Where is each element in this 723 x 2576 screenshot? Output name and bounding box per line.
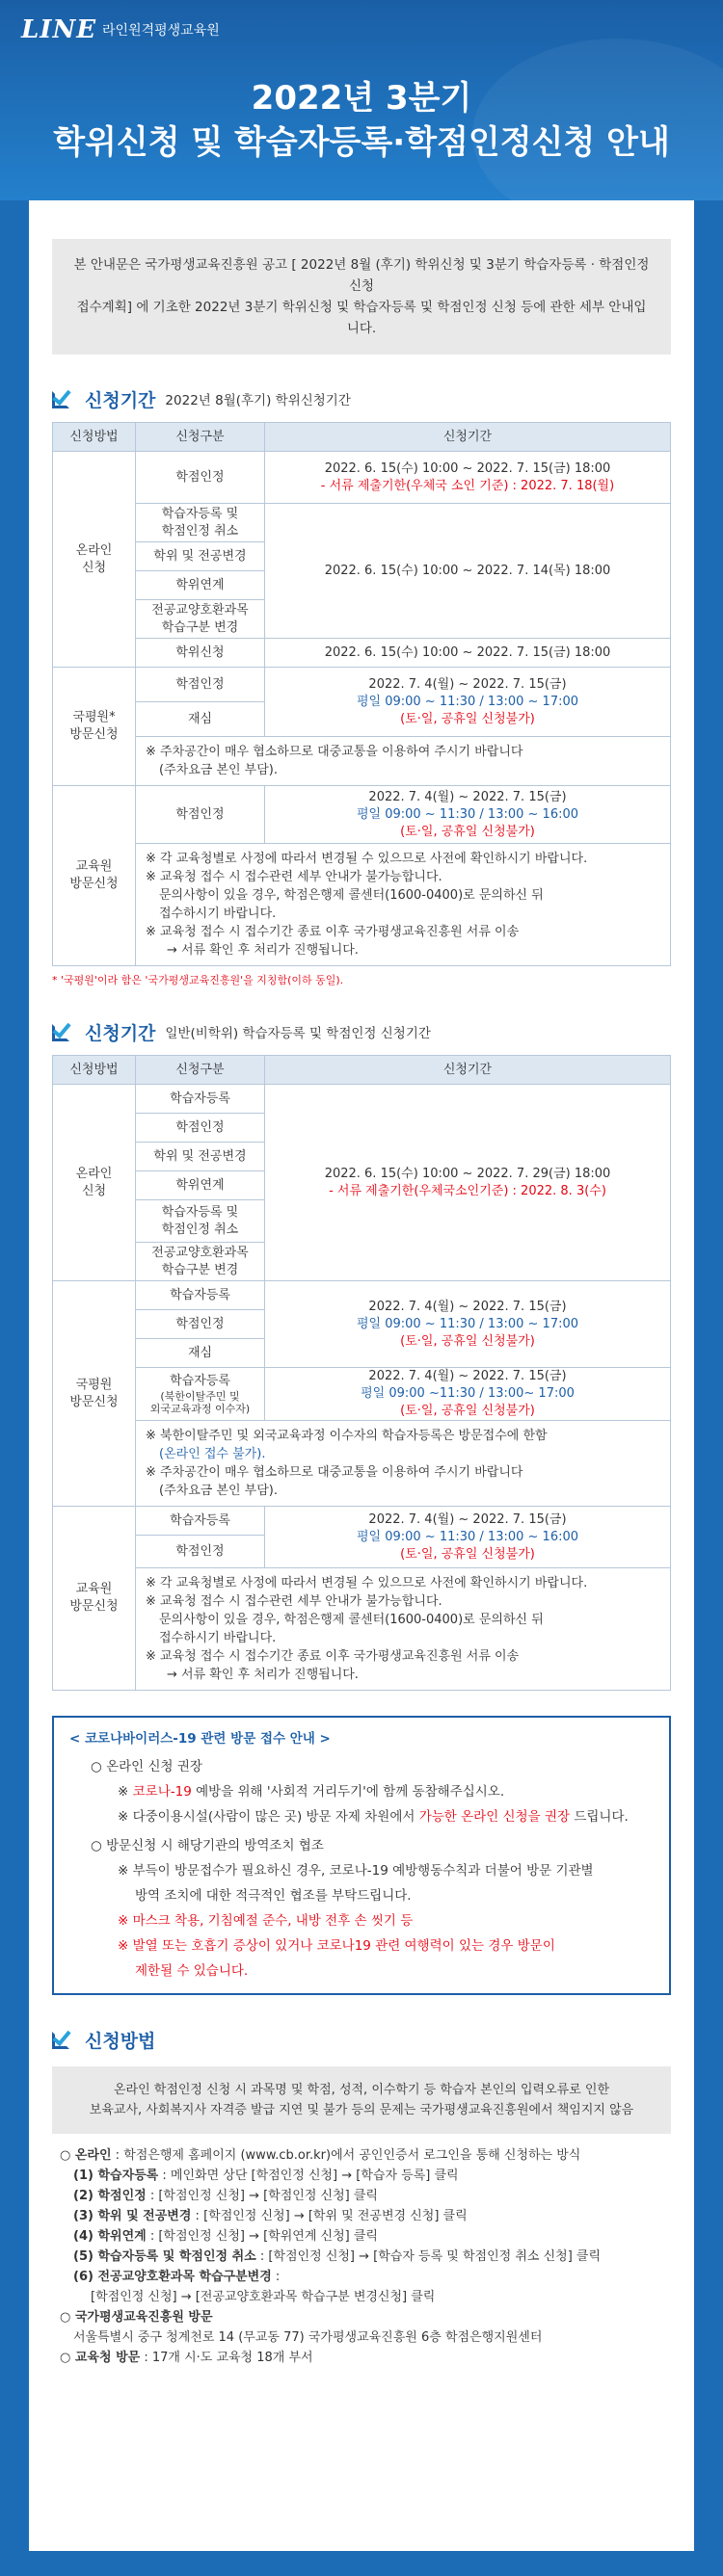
method-text: : (271, 2270, 281, 2284)
nile-closed: (토·일, 공휴일 신청불가) (400, 1333, 535, 1349)
deadline-note: - 서류 제출기한(우체국 소인 기준) : 2022. 7. 18(월) (320, 478, 615, 493)
method-text: : [학점인정 신청] → [학점인정 신청] 클릭 (146, 2189, 378, 2203)
logo[interactable] (21, 15, 220, 44)
section2-heading (52, 1016, 671, 1047)
corona-line: ※ 마스크 착용, 기침예절 준수, 내방 전후 손 씻기 등 (118, 1913, 414, 1929)
edu-period-text: 2022. 7. 4(월) ~ 2022. 7. 15(금) (368, 1511, 567, 1527)
online-item: 학점인정 (136, 1114, 265, 1143)
corona-line (69, 1804, 654, 1829)
col-header-type: 신청구분 (136, 1056, 265, 1085)
nile-note (136, 1421, 671, 1507)
nile-label: 국평원 방문신청 (53, 1281, 136, 1507)
type-credit: 학점인정 (136, 452, 265, 504)
method-label: ○ 교육청 방문 (60, 2351, 141, 2365)
check-icon (52, 387, 79, 410)
corona-title: < 코로나바이러스-19 관련 방문 접수 안내 > (69, 1731, 331, 1747)
edu-closed: (토·일, 공휴일 신청불가) (400, 1546, 535, 1562)
edu-item: 학점인정 (136, 1536, 265, 1568)
method-text: : 17개 시·도 교육청 18개 부서 (140, 2351, 313, 2365)
type-degree-major: 학위 및 전공변경 (136, 542, 265, 571)
edu-hours: 평일 09:00 ~ 11:30 / 13:00 ~ 16:00 (356, 1529, 579, 1544)
warning-line: 온라인 학점인정 신청 시 과목명 및 학점, 성적, 이수학기 등 학습자 본인의 입력오류로 인한 (113, 2083, 610, 2097)
period-credit (265, 452, 671, 504)
method-label: ○ 온라인 (60, 2148, 112, 2163)
corona-text: 드립니다. (570, 1809, 629, 1825)
method-nile (52, 2307, 671, 2327)
edu-closed: (토·일, 공휴일 신청불가) (400, 824, 535, 839)
nile-period-text: 2022. 7. 4(월) ~ 2022. 7. 15(금) (368, 676, 567, 692)
edu-note-line: ※ 교육청 접수 시 접수기간 종료 이후 국가평생교육진흥원 서류 이송 (146, 925, 520, 939)
section1-heading (52, 383, 671, 414)
check-icon (52, 2028, 79, 2051)
intro-line1: 본 안내문은 국가평생교육진흥원 공고 [ 2022년 8월 (후기) 학위신청 및 3분기 학습자등록 · 학점인정신청 (73, 257, 650, 294)
corona-line: ※ 발열 또는 호흡기 증상이 있거나 코로나19 관련 여행력이 있는 경우 방문이 (118, 1938, 555, 1954)
edu-period-text: 2022. 7. 4(월) ~ 2022. 7. 15(금) (368, 789, 567, 804)
nile-reg2-label: 학습자등록 (170, 1374, 230, 1388)
nile-reg2-sub: (북한이탈주민 및 외국교육과정 이수자) (149, 1390, 251, 1415)
nile-note-line: ※ 주차공간이 매우 협소하므로 대중교통을 이용하여 주시기 바랍니다 (146, 745, 523, 759)
nile-period (265, 668, 671, 737)
warning-box (52, 2066, 671, 2134)
online-period (265, 1085, 671, 1281)
type-reg-cancel: 학습자등록 및 학점인정 취소 (136, 504, 265, 542)
edu-period (265, 1507, 671, 1568)
corona-notice (52, 1716, 671, 1995)
col-header-method: 신청방법 (53, 423, 136, 452)
edu-note-line: ※ 각 교육청별로 사정에 따라서 변경될 수 있으므로 사전에 확인하시기 바랍니다. (146, 1576, 588, 1590)
online-period-text: 2022. 6. 15(수) 10:00 ~ 2022. 7. 29(금) 18:00 (324, 1166, 611, 1181)
page-title-line2: 학위신청 및 학습자등록·학점인정신청 안내 (53, 123, 670, 162)
method-online (52, 2145, 671, 2166)
corona-line: 제한될 수 있습니다. (135, 1963, 249, 1979)
general-period-table (52, 1055, 671, 1691)
edu-hours: 평일 09:00 ~ 11:30 / 13:00 ~ 16:00 (356, 806, 579, 822)
method-text: : [학점인정 신청] → [학위연계 신청] 클릭 (146, 2229, 378, 2244)
col-header-type: 신청구분 (136, 423, 265, 452)
nile-item: 재심 (136, 1339, 265, 1368)
intro-line2: 접수계획] 에 기초한 2022년 3분기 학위신청 및 학습자등록 및 학점인정 신청 등에 관한 세부 안내입니다. (76, 300, 647, 336)
corona-line: ○ 온라인 신청 권장 (91, 1759, 202, 1774)
corona-text: 가능한 온라인 신청을 권장 (418, 1809, 571, 1825)
nile-note-line: ※ 북한이탈주민 및 외국교육과정 이수자의 학습자등록은 방문접수에 한함 (146, 1429, 548, 1443)
nile-type-exam: 재심 (136, 702, 265, 737)
edu-label: 교육원 방문신청 (53, 1507, 136, 1691)
corona-line: ○ 방문신청 시 해당기관의 방역조치 협조 (91, 1838, 324, 1853)
method-item (52, 2206, 671, 2226)
method-label: (2) 학점인정 (73, 2189, 147, 2203)
online-label: 온라인 신청 (53, 452, 136, 668)
section3-heading (52, 2024, 671, 2055)
nile-period2-text: 2022. 7. 4(월) ~ 2022. 7. 15(금) (368, 1369, 567, 1383)
edu-note-line: → 서류 확인 후 처리가 진행됩니다. (167, 943, 359, 958)
period-mid: 2022. 6. 15(수) 10:00 ~ 2022. 7. 14(목) 18:00 (265, 504, 671, 639)
nile-period-text: 2022. 7. 4(월) ~ 2022. 7. 15(금) (368, 1299, 567, 1314)
nile-note-line: (주차요금 본인 부담). (159, 763, 279, 777)
method-text: : 학점은행제 홈페이지 (www.cb.or.kr)에서 공인인증서 로그인을 통해 신청하는 방식 (111, 2148, 581, 2163)
method-item (52, 2226, 671, 2247)
online-deadline: - 서류 제출기한(우체국소인기준) : 2022. 8. 3(수) (329, 1183, 606, 1198)
nile-period2 (265, 1368, 671, 1421)
section2-title: 신청기간 (85, 1022, 156, 1044)
corona-text: ※ 다중이용시설(사람이 많은 곳) 방문 자제 차원에서 (118, 1809, 419, 1825)
edu-note-line: 접수하시기 바랍니다. (159, 1631, 277, 1645)
warning-line: 보육교사, 사회복지사 자격증 발급 지연 및 불가 등의 문제는 국가평생교육진흥원에서 책임지지 않음 (89, 2103, 634, 2117)
type-degree-link: 학위연계 (136, 571, 265, 600)
online-item: 학위연계 (136, 1171, 265, 1200)
period-degree-apply: 2022. 6. 15(수) 10:00 ~ 2022. 7. 15(금) 18:00 (265, 639, 671, 668)
corona-line: 방역 조치에 대한 적극적인 협조를 부탁드립니다. (135, 1888, 412, 1904)
col-header-period: 신청기간 (265, 423, 671, 452)
type-degree-apply: 학위신청 (136, 639, 265, 668)
method-nile-address: 서울특별시 중구 청계천로 14 (무교동 77) 국가평생교육진흥원 6층 학점은행지원센터 (73, 2330, 543, 2345)
method-item (52, 2247, 671, 2267)
type-major-change: 전공교양호환과목 학습구분 변경 (136, 600, 265, 639)
content-panel (29, 200, 694, 2551)
corona-text: 코로나-19 (132, 1784, 192, 1800)
period-text: 2022. 6. 15(수) 10:00 ~ 2022. 7. 15(금) 18:00 (324, 460, 611, 476)
method-text: : [학점인정 신청] → [학습자 등록 및 학점인정 취소 신청] 클릭 (255, 2249, 602, 2264)
method-item (52, 2267, 671, 2287)
method-edu (52, 2348, 671, 2368)
edu-label: 교육원 방문신청 (53, 786, 136, 966)
method-list (52, 2145, 671, 2368)
edu-note-line: → 서류 확인 후 처리가 진행됩니다. (167, 1668, 359, 1682)
nile-closed: (토·일, 공휴일 신청불가) (400, 711, 535, 726)
edu-note-line: 문의사항이 있을 경우, 학점은행제 콜센터(1600-0400)로 문의하신 뒤 (159, 1613, 544, 1627)
col-header-method: 신청방법 (53, 1056, 136, 1085)
nile-period (265, 1281, 671, 1368)
nile-note-line: (주차요금 본인 부담). (159, 1484, 279, 1498)
online-label: 온라인 신청 (53, 1085, 136, 1281)
nile-type-credit: 학점인정 (136, 668, 265, 702)
intro-box (52, 239, 671, 355)
edu-note-line: ※ 각 교육청별로 사정에 따라서 변경될 수 있으므로 사전에 확인하시기 바랍니다. (146, 852, 588, 866)
method-label: (1) 학습자등록 (73, 2169, 159, 2183)
method-text: : [학점인정 신청] → [학위 및 전공변경 신청] 클릭 (191, 2209, 468, 2223)
page-title-line1: 2022년 3분기 (251, 79, 472, 118)
method-label: (6) 전공교양호환과목 학습구분변경 (73, 2270, 272, 2284)
footnote: * '국평원'이라 함은 '국가평생교육진흥원'을 지칭함(이하 동일). (52, 974, 344, 986)
section1-subtitle: 2022년 8월(후기) 학위신청기간 (165, 393, 351, 408)
section1-title: 신청기간 (85, 389, 156, 411)
online-item: 학위 및 전공변경 (136, 1143, 265, 1171)
edu-note-line: ※ 교육청 접수 시 접수기간 종료 이후 국가평생교육진흥원 서류 이송 (146, 1649, 520, 1664)
nile-label: 국평원* 방문신청 (53, 668, 136, 786)
method-item (52, 2166, 671, 2186)
method-label: ○ 국가평생교육진흥원 방문 (60, 2310, 213, 2325)
online-item: 학습자등록 및 학점인정 취소 (136, 1200, 265, 1243)
nile-note-line: ※ 주차공간이 매우 협소하므로 대중교통을 이용하여 주시기 바랍니다 (146, 1465, 523, 1480)
method-text: : 메인화면 상단 [학점인정 신청] → [학습자 등록] 클릭 (158, 2169, 459, 2183)
edu-item: 학습자등록 (136, 1507, 265, 1536)
nile-hours: 평일 09:00 ~ 11:30 / 13:00 ~ 17:00 (356, 1316, 579, 1331)
edu-note (136, 844, 671, 966)
corona-line (69, 1779, 654, 1804)
edu-note-line: 접수하시기 바랍니다. (159, 907, 277, 921)
online-item: 전공교양호환과목 학습구분 변경 (136, 1243, 265, 1281)
method-label: (4) 학위연계 (73, 2229, 147, 2244)
method-label: (3) 학위 및 전공변경 (73, 2209, 192, 2223)
edu-period (265, 786, 671, 844)
section2-subtitle: 일반(비학위) 학습자등록 및 학점인정 신청기간 (165, 1026, 431, 1041)
corona-line: ※ 부득이 방문접수가 필요하신 경우, 코로나-19 예방행동수칙과 더불어 방문 기관별 (118, 1863, 594, 1879)
header (0, 0, 723, 200)
method-item (52, 2186, 671, 2206)
edu-note-line: ※ 교육청 접수 시 접수관련 세부 안내가 불가능합니다. (146, 870, 442, 884)
degree-period-table (52, 422, 671, 966)
nile-reg2 (136, 1368, 265, 1421)
nile-item: 학습자등록 (136, 1281, 265, 1310)
nile-hours: 평일 09:00 ~ 11:30 / 13:00 ~ 17:00 (356, 694, 579, 709)
edu-note (136, 1568, 671, 1691)
corona-text: 예방을 위해 '사회적 거리두기'에 함께 동참해주십시오. (191, 1784, 505, 1800)
nile-closed2: (토·일, 공휴일 신청불가) (400, 1404, 535, 1418)
corona-text: ※ (118, 1784, 133, 1800)
nile-note (136, 737, 671, 786)
section3-title: 신청방법 (85, 2030, 156, 2052)
nile-note-line: (온라인 접수 불가). (159, 1447, 266, 1461)
method-item-cont: [학점인정 신청] → [전공교양호환과목 학습구분 변경신청] 클릭 (91, 2290, 436, 2304)
logo-text: 라인원격평생교육원 (102, 23, 220, 39)
logo-mark: LINE (21, 15, 97, 44)
check-icon (52, 1020, 79, 1043)
method-label: (5) 학습자등록 및 학점인정 취소 (73, 2249, 256, 2264)
col-header-period: 신청기간 (265, 1056, 671, 1085)
edu-note-line: 문의사항이 있을 경우, 학점은행제 콜센터(1600-0400)로 문의하신 뒤 (159, 888, 544, 903)
nile-item: 학점인정 (136, 1310, 265, 1339)
nile-hours2: 평일 09:00 ~11:30 / 13:00~ 17:00 (361, 1386, 575, 1401)
edu-note-line: ※ 교육청 접수 시 접수관련 세부 안내가 불가능합니다. (146, 1594, 442, 1609)
online-item: 학습자등록 (136, 1085, 265, 1114)
edu-type-credit: 학점인정 (136, 786, 265, 844)
